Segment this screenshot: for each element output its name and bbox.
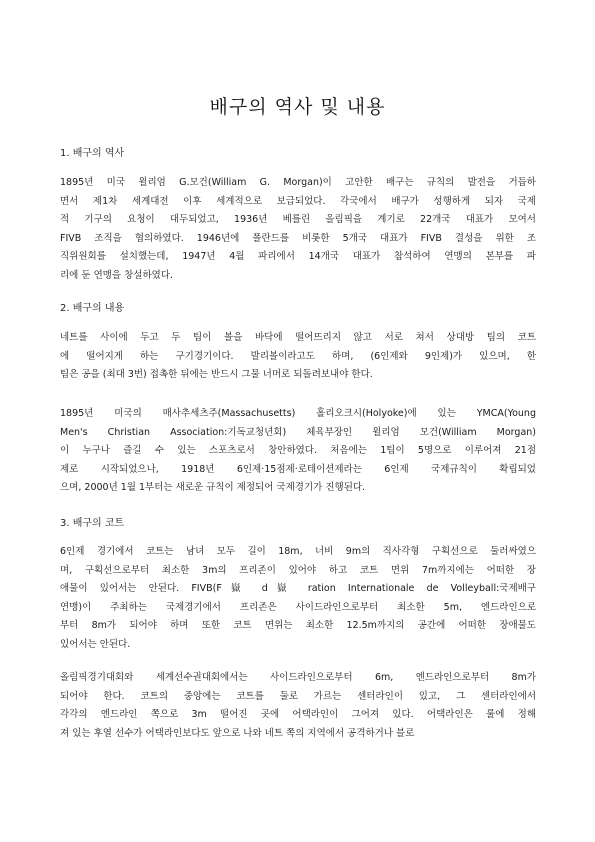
paragraph-line: 직위원회를 설치했는데, 1947년 4월 파리에서 14개국 대표가 참석하여 연맹의 본부를 파 [60,251,536,263]
paragraph-line: 팀은 공을 (최대 3번) 접촉한 뒤에는 반드시 그물 너머로 되돌려보내야 한다. [60,369,373,381]
paragraph-line: 에 떨어지게 하는 구기경기이다. 발리볼이라고도 하며, (6인제와 9인제)가 있으며, 한 [60,350,536,362]
paragraph-line: 있어서는 안된다. [60,638,131,650]
paragraph-line: 1895년 미국의 매사추세츠주(Massachusetts) 홀리오크시(Holyoke)에 있는 YMCA(Young [60,408,536,419]
document-title: 배구의 역사 및 내용 [209,96,386,118]
paragraph-line: 6인제 경기에서 코트는 남녀 모두 길이 18m, 너비 9m의 직사각형 구획선으로 둘러싸였으 [60,546,536,557]
paragraph-line: 애물이 있어서는 안된다. FIVB(F嶽 d嶽 ration Internationale de Volleyball:국제배구 [60,583,536,595]
paragraph-court-1 [60,543,536,655]
paragraph-line: Men's Christian Association:기독교청년회) 체육부장인 윌리엄 모건(William Morgan) [60,426,536,438]
paragraph-history [60,174,536,286]
paragraph-line: 으며, 2000년 1월 1부터는 새로운 규칙이 제정되어 국제경기가 진행된다. [60,482,366,494]
paragraph-content-2 [60,405,536,498]
paragraph-line: 이 누구나 즐길 수 있는 스포츠로서 창안하였다. 처음에는 1팀이 5명으로 이루어져 21점 [60,445,536,457]
paragraph-court-2 [60,669,536,743]
paragraph-line: 며, 구획선으로부터 최소한 3m의 프리존이 있어야 하고 코트 면위 7m까지에는 어떠한 장 [60,564,536,576]
paragraph-line: 면서 제1차 세계대전 이후 세계적으로 보급되었다. 각국에서 배구가 성행하게 되자 국제 [60,195,536,207]
section-heading-history: 1. 배구의 역사 [60,148,125,159]
section-heading-content: 2. 배구의 내용 [60,303,125,314]
paragraph-line: 연맹)이 주최하는 국제경기에서 프리존은 사이드라인으로부터 최소한 5m, 엔드라인으로 [60,601,536,613]
paragraph-line: 각각의 엔드라인 쪽으로 3m 떨어진 곳에 어택라인이 그어져 있다. 어택라인은 룰에 정해 [60,709,536,721]
paragraph-line: 제로 시작되었으나, 1918년 6인제·15점제·로테이션제라는 6인제 국제규칙이 확립되었 [60,463,536,475]
paragraph-line: 1895년 미국 윌리엄 G.모건(William G. Morgan)이 고안한 배구는 규칙의 발전을 거듭하 [60,177,536,188]
section-heading-court: 3. 배구의 코트 [60,518,125,529]
paragraph-content-1 [60,329,536,385]
paragraph-line: FIVB 조직을 협의하였다. 1946년에 폴란드를 비롯한 5개국 대표가 FIVB 결성을 위한 조 [60,232,536,244]
paragraph-line: 적 기구의 요청이 대두되었고, 1936년 베를린 올림픽을 계기로 22개국 대표가 모여서 [60,214,536,226]
paragraph-line: 되어야 한다. 코트의 중앙에는 코트를 둘로 가르는 센터라인이 있고, 그 센터라인에서 [60,690,536,702]
paragraph-line: 부터 8m가 되어야 하며 또한 코트 면위는 최소한 12.5m까지의 공간에 어떠한 장애물도 [60,620,536,632]
paragraph-line: 올림픽경기대회와 세계선수권대회에서는 사이드라인으로부터 6m, 엔드라인으로부터 8m가 [60,672,536,683]
paragraph-line: 져 있는 후열 선수가 어택라인보다도 앞으로 나와 네트 쪽의 지역에서 공격하거나 블로 [60,727,415,739]
paragraph-line: 네트를 사이에 두고 두 팀이 볼을 바닥에 떨어뜨리지 않고 서로 쳐서 상대방 팀의 코트 [60,332,536,343]
paragraph-line: 리에 둔 연맹을 창설하였다. [60,269,174,281]
